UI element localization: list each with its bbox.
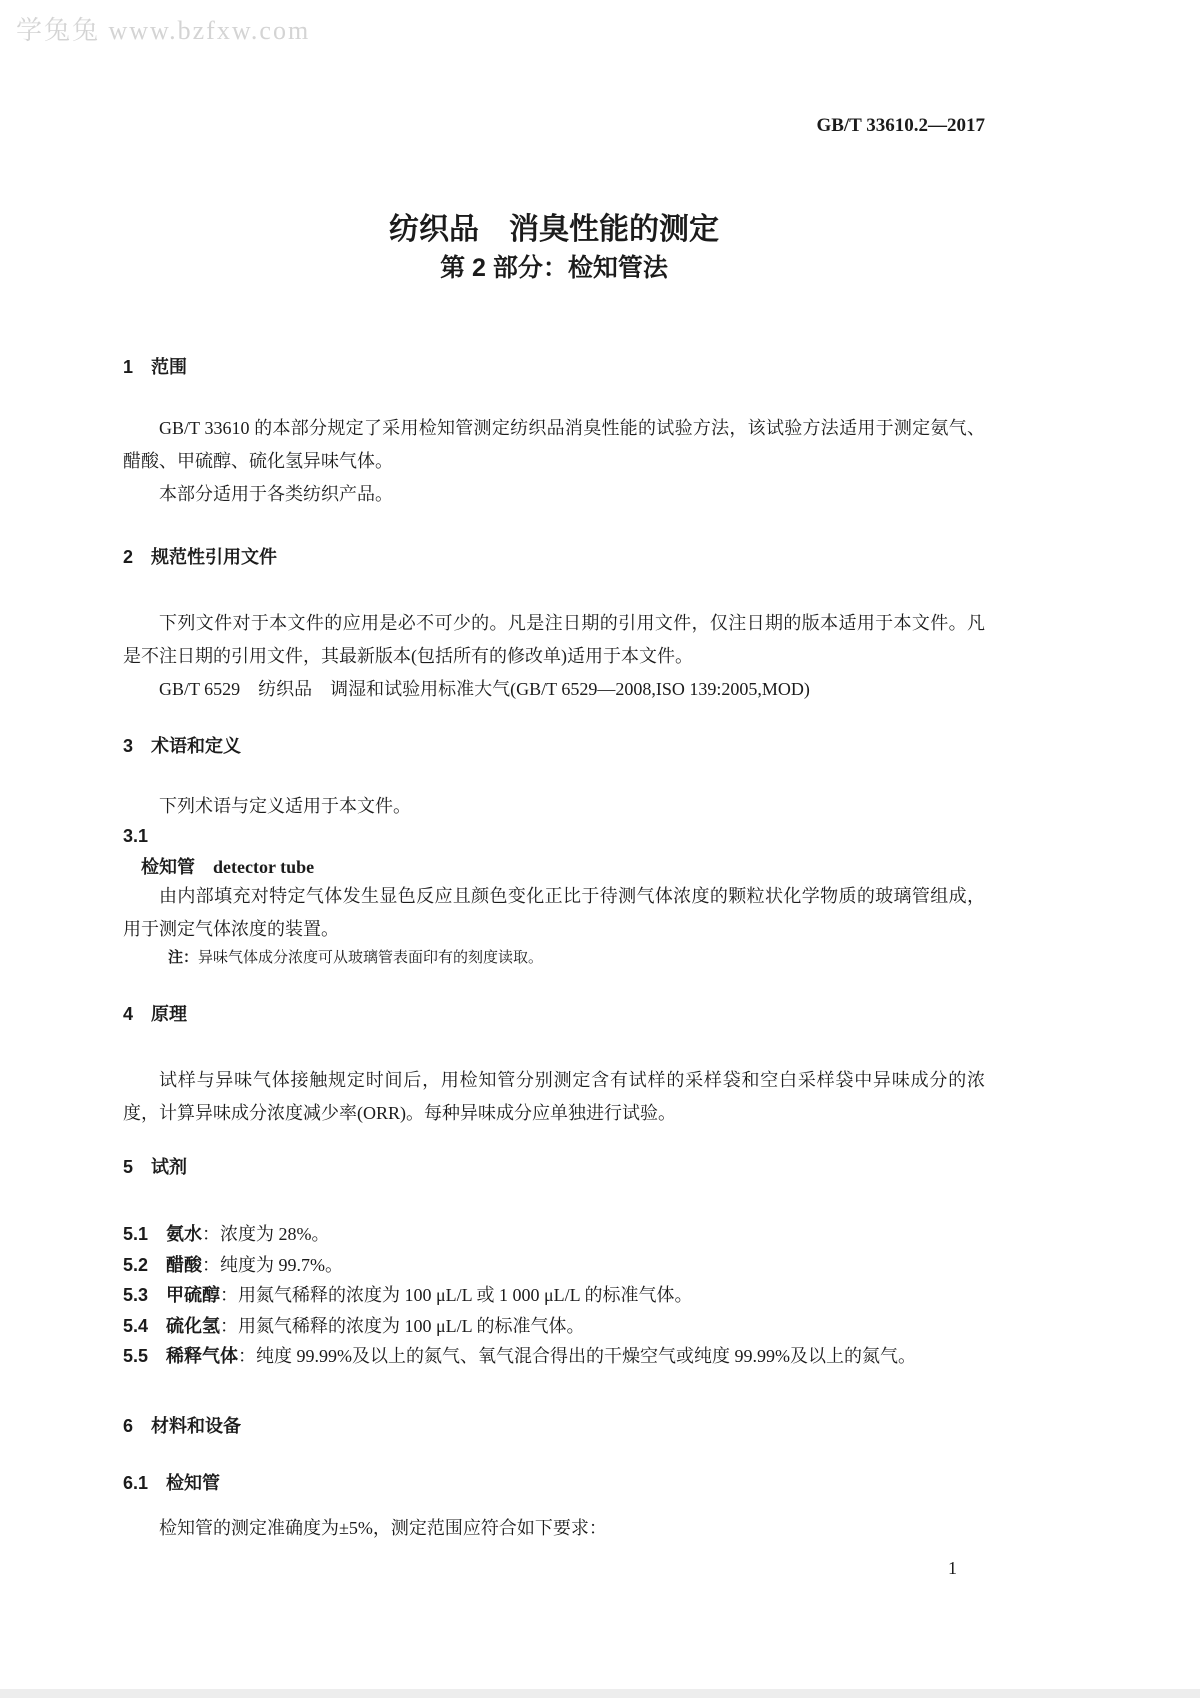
- note-label: 注：: [168, 949, 199, 966]
- reagent-item-5-2: [123, 1250, 985, 1281]
- reagent-item-5-1: [123, 1219, 985, 1250]
- reagent-5-5-text: ：纯度 99.99%及以上的氮气、氧气混合得出的干燥空气或纯度 99.99%及以上的氮气。: [238, 1346, 917, 1366]
- reagent-5-2-lead: 5.2 醋酸: [123, 1254, 203, 1275]
- document-title-line2: 第 2 部分：检知管法: [440, 254, 668, 282]
- term-english: detector tube: [213, 857, 315, 877]
- reagent-item-5-5: [123, 1341, 985, 1372]
- document-title-line1: 纺织品 消臭性能的测定: [389, 213, 719, 246]
- section-3-heading: 3 术语和定义: [123, 736, 242, 756]
- section-2-paragraph-1: 下列文件对于本文件的应用是必不可少的。凡是注日期的引用文件，仅注日期的版本适用于本文件。凡是不注日期的引用文件，其最新版本(包括所有的修改单)适用于本文件。: [123, 613, 985, 666]
- section-3-paragraph-1: 下列术语与定义适用于本文件。: [159, 796, 411, 816]
- reagent-5-3-lead: 5.3 甲硫醇: [123, 1285, 221, 1305]
- reagent-item-5-3: [123, 1280, 985, 1311]
- section-2-reference: GB/T 6529 纺织品 调湿和试验用标准大气(GB/T 6529—2008,ISO 139:2005,MOD): [159, 679, 810, 699]
- clause-3-1-number: 3.1: [123, 826, 149, 846]
- reagent-5-1-text: ：浓度为 28%。: [202, 1224, 330, 1244]
- reagent-5-4-lead: 5.4 硫化氢: [123, 1315, 221, 1336]
- section-4-paragraph-1: 试样与异味气体接触规定时间后，用检知管分别测定含有试样的采样袋和空白采样袋中异味成分的浓度，计算异味成分浓度减少率(ORR)。每种异味成分应单独进行试验。: [123, 1070, 985, 1123]
- section-4-heading: 4 原理: [123, 1004, 188, 1024]
- section-5-heading: 5 试剂: [123, 1157, 188, 1177]
- section-6-paragraph-1: 检知管的测定准确度为±5%，测定范围应符合如下要求：: [159, 1517, 607, 1538]
- reagent-5-2-text: ：纯度为 99.7%。: [202, 1254, 344, 1275]
- reagent-list: [123, 1219, 985, 1372]
- section-1-paragraph-1: GB/T 33610 的本部分规定了采用检知管测定纺织品消臭性能的试验方法，该试验方法适用于测定氨气、醋酸、甲硫醇、硫化氢异味气体。: [123, 418, 985, 471]
- section-1-paragraph-2: 本部分适用于各类纺织产品。: [159, 484, 393, 504]
- reagent-5-3-text: ：用氮气稀释的浓度为 100 μL/L 或 1 000 μL/L 的标准气体。: [220, 1285, 693, 1305]
- page-content: [123, 213, 985, 1580]
- reagent-5-5-lead: 5.5 稀释气体: [123, 1346, 239, 1366]
- term-chinese: 检知管: [141, 857, 195, 877]
- note-text: 异味气体成分浓度可从玻璃管表面印有的刻度读取。: [198, 950, 544, 966]
- term-definition-line: [123, 854, 985, 880]
- term-definition-text: 由内部填充对特定气体发生显色反应且颜色变化正比于待测气体浓度的颗粒状化学物质的玻璃管组成，用于测定气体浓度的装置。: [123, 886, 985, 939]
- reagent-item-5-4: [123, 1311, 985, 1342]
- reagent-5-4-text: ：用氮气稀释的浓度为 100 μL/L 的标准气体。: [220, 1315, 585, 1336]
- section-2-heading: 2 规范性引用文件: [123, 547, 278, 567]
- reagent-5-1-lead: 5.1 氨水: [123, 1224, 203, 1244]
- section-1-heading: 1 范围: [123, 357, 188, 377]
- page-number: 1: [948, 1557, 957, 1578]
- section-6-heading: 6 材料和设备: [123, 1415, 242, 1436]
- standard-number: GB/T 33610.2—2017: [816, 115, 985, 136]
- note-line: [123, 946, 985, 970]
- watermark: 学兔兔 www.bzfxw.com: [16, 16, 311, 45]
- section-6-1-heading: 6.1 检知管: [123, 1472, 221, 1493]
- bottom-edge-bar: [0, 1689, 1200, 1698]
